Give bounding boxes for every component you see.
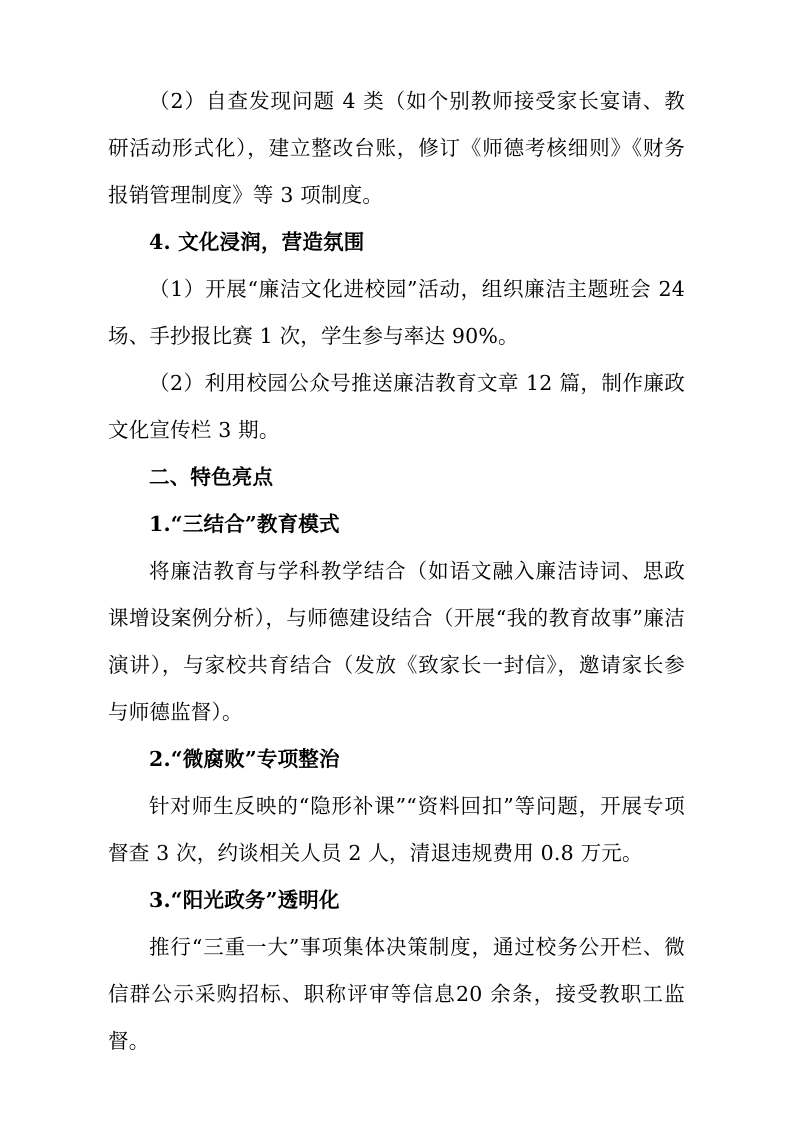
paragraph-clean-culture-campus: （1）开展“廉洁文化进校园”活动，组织廉洁主题班会 24 场、手抄报比赛 1 次，学生参与率达 90%。 (108, 277, 685, 348)
paragraph-sunshine-governance-detail: 推行“三重一大”事项集体决策制度，通过校务公开栏、微信群公示采购招标、职称评审等信息20 余条，接受教职工监督。 (108, 935, 685, 1053)
paragraph-three-combination-detail: 将廉洁教育与学科教学结合（如语文融入廉洁诗词、思政课增设案例分析），与师德建设结合（开展“我的教育故事”廉洁演讲），与家校共育结合（发放《致家长一封信》，邀请家长参与师德监督）。 (108, 559, 685, 724)
paragraph-official-account-articles: （2）利用校园公众号推送廉洁教育文章 12 篇，制作廉政文化宣传栏 3 期。 (108, 371, 685, 442)
document-body (108, 78, 685, 1065)
heading-culture-immersion: 4. 文化浸润，营造氛围 (149, 230, 365, 254)
heading-sunshine-governance: 3.“阳光政务”透明化 (149, 888, 340, 912)
paragraph-self-check-findings: （2）自查发现问题 4 类（如个别教师接受家长宴请、教研活动形式化），建立整改台账，修订《师德考核细则》《财务报销管理制度》等 3 项制度。 (108, 89, 685, 207)
heading-section-two-highlights: 二、特色亮点 (149, 465, 274, 489)
paragraph-micro-corruption-detail: 针对师生反映的“隐形补课”“资料回扣”等问题，开展专项督查 3 次，约谈相关人员 2 人，清退违规费用 0.8 万元。 (108, 794, 685, 865)
heading-micro-corruption-rectification: 2.“微腐败”专项整治 (149, 747, 340, 771)
heading-three-combination-model: 1.“三结合”教育模式 (149, 512, 340, 536)
